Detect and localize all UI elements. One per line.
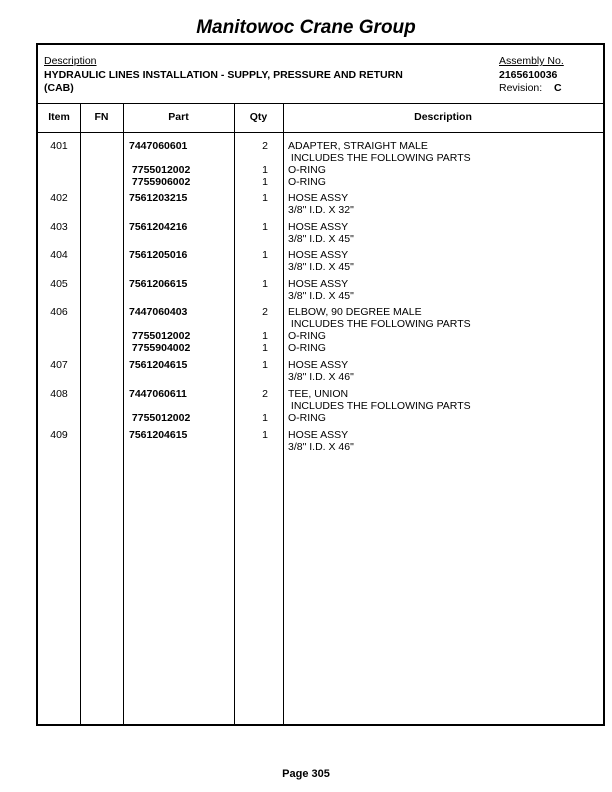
part-description-detail: INCLUDES THE FOLLOWING PARTS	[288, 400, 471, 412]
table-row	[38, 249, 603, 278]
part-number: 7755012002	[129, 330, 191, 342]
revision-label: Revision:	[499, 82, 543, 94]
quantity: 1	[262, 342, 268, 354]
table-row	[38, 176, 603, 192]
quantity: 1	[262, 359, 268, 371]
part-number: 7447060403	[129, 306, 188, 318]
item-number: 408	[50, 388, 68, 400]
part-number: 7755012002	[129, 412, 191, 424]
part-description: O-RING	[288, 412, 326, 424]
quantity: 1	[262, 221, 268, 233]
quantity: 1	[262, 330, 268, 342]
item-number: 404	[50, 249, 68, 261]
item-number: 401	[50, 140, 68, 152]
description-label: Description	[44, 55, 97, 67]
assembly-number-label: Assembly No.	[499, 55, 564, 67]
part-description: HOSE ASSY	[288, 429, 349, 441]
table-row	[38, 388, 603, 412]
part-description: ADAPTER, STRAIGHT MALE	[288, 140, 428, 152]
part-description: HOSE ASSY	[288, 359, 349, 371]
assembly-description-suffix: (CAB)	[44, 82, 74, 94]
quantity: 2	[262, 140, 268, 152]
revision-value: C	[554, 82, 562, 94]
quantity: 1	[262, 278, 268, 290]
part-number: 7755904002	[129, 342, 191, 354]
table-row	[38, 342, 603, 359]
part-number: 7561204615	[129, 359, 188, 371]
item-number: 403	[50, 221, 68, 233]
part-number: 7447060601	[129, 140, 188, 152]
part-description-detail: 3/8" I.D. X 46"	[288, 441, 354, 453]
part-description: O-RING	[288, 176, 326, 188]
quantity: 2	[262, 306, 268, 318]
table-row	[38, 192, 603, 221]
part-description-detail: INCLUDES THE FOLLOWING PARTS	[288, 152, 471, 164]
part-number: 7561204216	[129, 221, 188, 233]
column-header-description: Description	[414, 111, 472, 123]
part-number: 7755012002	[129, 164, 191, 176]
item-number: 402	[50, 192, 68, 204]
part-description-detail: 3/8" I.D. X 32"	[288, 204, 354, 216]
assembly-description: HYDRAULIC LINES INSTALLATION - SUPPLY, PRESSURE AND RETURN	[44, 69, 403, 81]
part-description-detail: INCLUDES THE FOLLOWING PARTS	[288, 318, 471, 330]
page-number: Page 305	[282, 768, 330, 780]
part-description: HOSE ASSY	[288, 221, 349, 233]
part-description-detail: 3/8" I.D. X 45"	[288, 290, 354, 302]
part-description: O-RING	[288, 342, 326, 354]
table-row	[38, 164, 603, 176]
part-description: HOSE ASSY	[288, 278, 349, 290]
part-number: 7447060611	[129, 388, 187, 400]
part-description: HOSE ASSY	[288, 249, 349, 261]
table-row	[38, 359, 603, 388]
part-number: 7561206615	[129, 278, 188, 290]
part-description: O-RING	[288, 164, 326, 176]
table-row	[38, 306, 603, 330]
table-row	[38, 429, 603, 453]
assembly-header	[38, 45, 603, 103]
item-number: 405	[50, 278, 68, 290]
part-description: ELBOW, 90 DEGREE MALE	[288, 306, 422, 318]
column-header-qty: Qty	[249, 111, 268, 123]
column-header-fn: FN	[94, 111, 109, 123]
item-number: 409	[50, 429, 68, 441]
part-description: O-RING	[288, 330, 326, 342]
table-row	[38, 412, 603, 429]
table-row	[38, 140, 603, 164]
part-number: 7561203215	[129, 192, 188, 204]
table-row	[38, 278, 603, 306]
part-number: 7561205016	[129, 249, 188, 261]
parts-list-frame	[36, 43, 605, 726]
part-description-detail: 3/8" I.D. X 45"	[288, 261, 354, 273]
quantity: 1	[262, 249, 268, 261]
quantity: 1	[262, 412, 268, 424]
quantity: 1	[262, 192, 268, 204]
part-number: 7561204615	[129, 429, 188, 441]
column-header-item: Item	[48, 111, 70, 123]
part-number: 7755906002	[129, 176, 191, 188]
quantity: 2	[262, 388, 268, 400]
assembly-number: 2165610036	[499, 69, 558, 81]
part-description: TEE, UNION	[288, 388, 349, 400]
parts-table-body	[38, 140, 603, 453]
item-number: 406	[50, 306, 68, 318]
part-description-detail: 3/8" I.D. X 46"	[288, 371, 354, 383]
table-row	[38, 330, 603, 342]
quantity: 1	[262, 176, 268, 188]
item-number: 407	[50, 359, 68, 371]
quantity: 1	[262, 429, 268, 441]
part-description-detail: 3/8" I.D. X 45"	[288, 233, 354, 245]
table-row	[38, 221, 603, 249]
quantity: 1	[262, 164, 268, 176]
part-description: HOSE ASSY	[288, 192, 349, 204]
page-title: Manitowoc Crane Group	[196, 17, 416, 38]
column-header-part: Part	[168, 111, 189, 123]
